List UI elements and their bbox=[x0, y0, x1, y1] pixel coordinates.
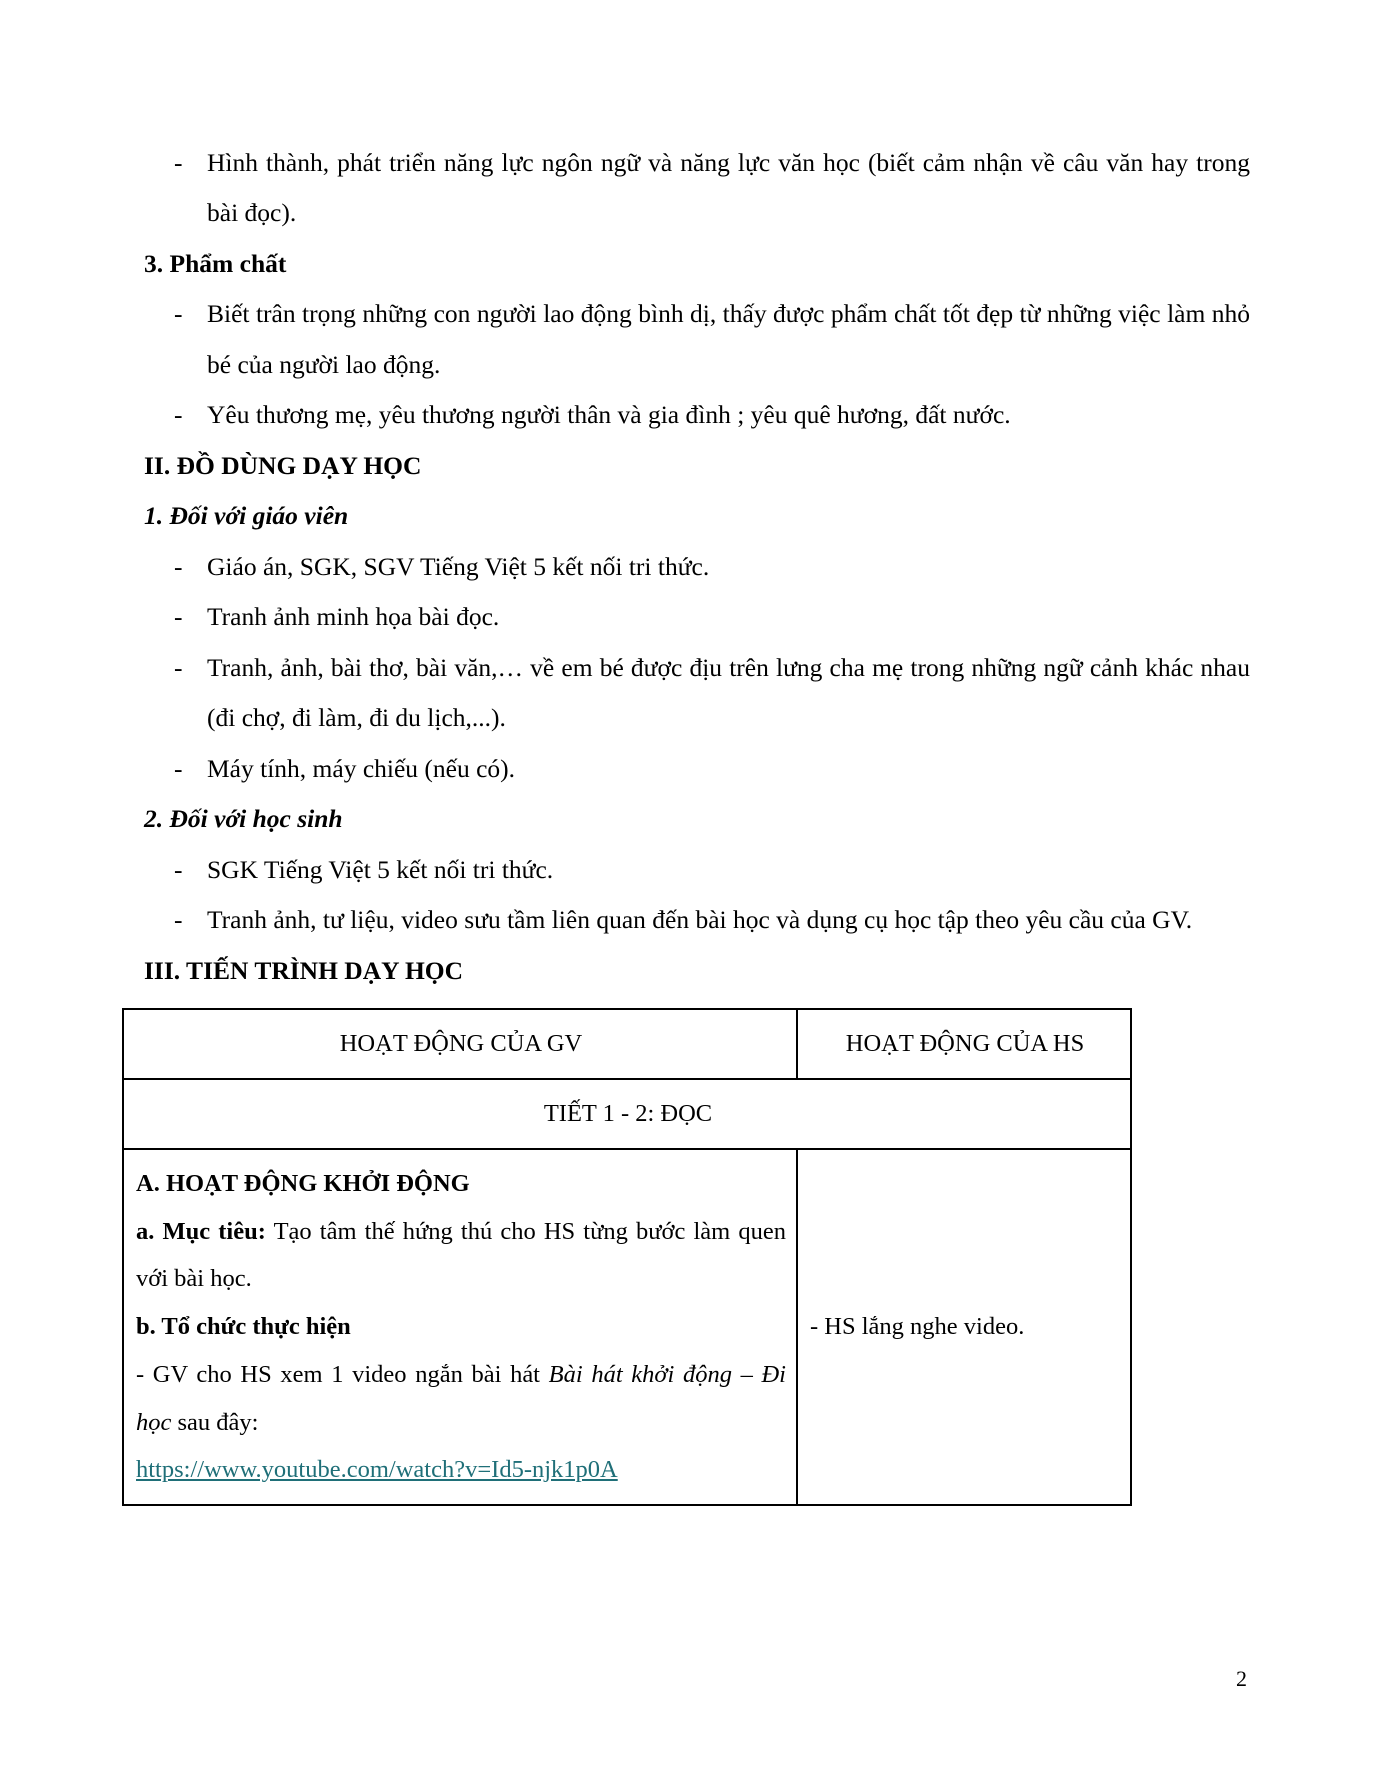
list-item-text: Tranh ảnh, tư liệu, video sưu tầm liên quan đến bài học và dụng cụ học tập theo yêu cầu của GV. bbox=[207, 905, 1193, 935]
list-item bbox=[122, 744, 1250, 794]
column-header-hs: HOẠT ĐỘNG CỦA HS bbox=[797, 1009, 1131, 1079]
list-item-text: Tranh ảnh minh họa bài đọc. bbox=[207, 602, 500, 632]
activity-title: A. HOẠT ĐỘNG KHỞI ĐỘNG bbox=[136, 1169, 470, 1197]
merged-section-row: TIẾT 1 - 2: ĐỌC bbox=[123, 1079, 1131, 1149]
heading-doi-voi-hoc-sinh: 2. Đối với học sinh bbox=[144, 804, 343, 834]
teaching-process-table bbox=[122, 1008, 1132, 1506]
objective-paragraph bbox=[136, 1208, 786, 1304]
table-row bbox=[123, 1079, 1131, 1149]
dash-bullet-icon: - bbox=[174, 854, 183, 884]
column-header-gv: HOẠT ĐỘNG CỦA GV bbox=[123, 1009, 797, 1079]
dash-bullet-icon: - bbox=[174, 400, 183, 430]
youtube-video-link[interactable]: https://www.youtube.com/watch?v=Id5-njk1p0A bbox=[136, 1456, 618, 1484]
list-item bbox=[122, 643, 1250, 744]
heading-section-ii: II. ĐỒ DÙNG DẠY HỌC bbox=[144, 450, 422, 480]
heading-section-iii: III. TIẾN TRÌNH DẠY HỌC bbox=[144, 955, 464, 985]
dash-bullet-icon: - bbox=[174, 551, 183, 581]
list-item-text: Biết trân trọng những con người lao động bình dị, thấy được phẩm chất tốt đẹp từ những việc làm nhỏ bé của người lao động. bbox=[207, 299, 1250, 379]
dash-bullet-icon: - bbox=[174, 652, 183, 682]
step-text-post: sau đây: bbox=[171, 1408, 259, 1436]
table-row bbox=[123, 1149, 1131, 1505]
list-item bbox=[122, 895, 1250, 945]
list-item bbox=[122, 390, 1250, 440]
table-header-row bbox=[123, 1009, 1131, 1079]
dash-bullet-icon: - bbox=[174, 602, 183, 632]
list-item bbox=[122, 289, 1250, 390]
heading-doi-voi-giao-vien: 1. Đối với giáo viên bbox=[144, 501, 349, 531]
dash-bullet-icon: - bbox=[174, 148, 183, 177]
hoc-sinh-bullet-list bbox=[122, 845, 1250, 946]
step-paragraph bbox=[136, 1351, 786, 1447]
organization-label: b. Tổ chức thực hiện bbox=[136, 1313, 351, 1341]
hs-activity-text: - HS lắng nghe video. bbox=[810, 1313, 1025, 1341]
objective-label: a. Mục tiêu: bbox=[136, 1217, 266, 1245]
cell-gv-activity bbox=[123, 1149, 797, 1505]
list-item-text: Giáo án, SGK, SGV Tiếng Việt 5 kết nối tri thức. bbox=[207, 551, 710, 581]
list-item-text: Hình thành, phát triển năng lực ngôn ngữ và năng lực văn học (biết cảm nhận về câu văn hay trong bài đọc). bbox=[207, 148, 1250, 228]
pham-chat-bullet-list bbox=[122, 289, 1250, 440]
heading-pham-chat: 3. Phẩm chất bbox=[144, 248, 287, 278]
list-item bbox=[122, 138, 1250, 239]
giao-vien-bullet-list bbox=[122, 542, 1250, 794]
list-item-text: Yêu thương mẹ, yêu thương người thân và gia đình ; yêu quê hương, đất nước. bbox=[207, 400, 1011, 430]
objective-text: Tạo tâm thế hứng thú cho HS từng bước làm quen với bài học. bbox=[136, 1217, 786, 1293]
video-link-paragraph bbox=[136, 1446, 786, 1494]
dash-bullet-icon: - bbox=[174, 299, 183, 329]
list-item bbox=[122, 592, 1250, 642]
list-item-text: Tranh, ảnh, bài thơ, bài văn,… về em bé được địu trên lưng cha mẹ trong những ngữ cảnh khác nhau (đi chợ, đi làm, đi du lịch,...). bbox=[207, 652, 1250, 733]
cell-hs-activity bbox=[797, 1149, 1131, 1505]
step-text-pre: - GV cho HS xem 1 video ngắn bài hát bbox=[136, 1360, 549, 1388]
list-item-text: Máy tính, máy chiếu (nếu có). bbox=[207, 753, 516, 783]
list-item-text: SGK Tiếng Việt 5 kết nối tri thức. bbox=[207, 854, 554, 884]
list-item bbox=[122, 845, 1250, 895]
dash-bullet-icon: - bbox=[174, 905, 183, 935]
list-item bbox=[122, 542, 1250, 592]
intro-bullet-list bbox=[122, 138, 1250, 239]
dash-bullet-icon: - bbox=[174, 753, 183, 783]
song-title: Bài hát khởi động – Đi học bbox=[136, 1360, 786, 1436]
page-number: 2 bbox=[1236, 1666, 1247, 1691]
